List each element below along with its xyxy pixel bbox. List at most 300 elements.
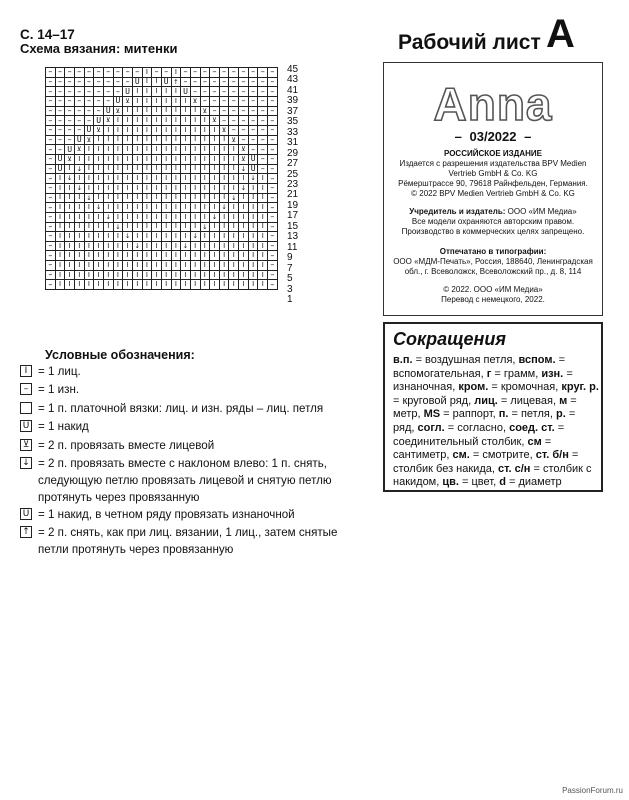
- chart-cell: I: [258, 184, 268, 194]
- chart-row: [46, 232, 278, 242]
- chart-cell: –: [56, 107, 66, 117]
- row-number: 3: [287, 283, 293, 295]
- chart-cell: I: [65, 203, 75, 213]
- chart-cell: I: [162, 242, 172, 252]
- chart-cell: I: [65, 194, 75, 204]
- chart-cell: –: [114, 87, 124, 97]
- chart-cell: I: [85, 280, 95, 290]
- chart-cell: I: [191, 126, 201, 136]
- chart-cell: –: [239, 116, 249, 126]
- chart-cell: I: [220, 232, 230, 242]
- chart-cell: I: [191, 280, 201, 290]
- chart-cell: ⊻: [201, 107, 211, 117]
- chart-cell: I: [152, 203, 162, 213]
- chart-row: [46, 145, 278, 155]
- chart-cell: I: [162, 87, 172, 97]
- chart-cell: ⊻: [210, 116, 220, 126]
- chart-cell: ↓: [239, 184, 249, 194]
- chart-cell: I: [201, 116, 211, 126]
- chart-cell: –: [65, 97, 75, 107]
- worksheet-letter: A: [546, 12, 575, 56]
- chart-cell: –: [258, 116, 268, 126]
- chart-cell: ↓: [75, 184, 85, 194]
- chart-cell: ⊻: [114, 107, 124, 117]
- chart-cell: I: [114, 203, 124, 213]
- chart-cell: I: [94, 194, 104, 204]
- chart-cell: I: [210, 203, 220, 213]
- chart-cell: I: [210, 261, 220, 271]
- chart-cell: I: [152, 280, 162, 290]
- chart-cell: ⊻: [239, 145, 249, 155]
- chart-cell: I: [181, 194, 191, 204]
- chart-cell: U: [56, 165, 66, 175]
- chart-cell: I: [152, 165, 162, 175]
- chart-cell: –: [268, 242, 278, 252]
- chart-cell: –: [46, 203, 56, 213]
- chart-cell: I: [220, 251, 230, 261]
- chart-cell: –: [94, 78, 104, 88]
- chart-cell: I: [229, 174, 239, 184]
- row-number: 13: [287, 231, 299, 243]
- chart-cell: I: [172, 271, 182, 281]
- chart-cell: I: [143, 261, 153, 271]
- row-number: 23: [287, 179, 299, 190]
- chart-cell: I: [85, 271, 95, 281]
- abbreviation-definition: = кромочная,: [491, 381, 562, 394]
- chart-cell: I: [181, 116, 191, 126]
- chart-cell: –: [181, 78, 191, 88]
- row-number: 29: [287, 147, 299, 159]
- chart-cell: –: [210, 68, 220, 78]
- chart-cell: I: [123, 145, 133, 155]
- chart-cell: ↓: [75, 165, 85, 175]
- chart-cell: I: [210, 165, 220, 175]
- chart-cell: –: [46, 145, 56, 155]
- chart-cell: I: [210, 271, 220, 281]
- chart-cell: I: [85, 251, 95, 261]
- chart-cell: –: [46, 213, 56, 223]
- chart-cell: I: [229, 242, 239, 252]
- chart-cell: I: [123, 271, 133, 281]
- chart-cell: I: [239, 232, 249, 242]
- chart-cell: I: [210, 232, 220, 242]
- chart-cell: ⊻: [229, 136, 239, 146]
- abbreviation-definition: = цвет,: [462, 476, 500, 489]
- chart-cell: I: [94, 271, 104, 281]
- chart-cell: I: [104, 271, 114, 281]
- chart-cell: –: [75, 68, 85, 78]
- chart-cell: I: [181, 203, 191, 213]
- chart-cell: I: [172, 223, 182, 233]
- chart-cell: –: [123, 68, 133, 78]
- chart-cell: I: [162, 136, 172, 146]
- chart-cell: –: [268, 280, 278, 290]
- chart-cell: I: [181, 271, 191, 281]
- chart-cell: I: [220, 242, 230, 252]
- abbreviation-term: MS: [423, 408, 444, 421]
- chart-cell: I: [181, 155, 191, 165]
- chart-cell: I: [123, 213, 133, 223]
- chart-cell: I: [239, 174, 249, 184]
- chart-cell: I: [152, 78, 162, 88]
- chart-cell: –: [268, 223, 278, 233]
- chart-cell: I: [133, 271, 143, 281]
- chart-cell: I: [123, 194, 133, 204]
- chart-cell: I: [75, 280, 85, 290]
- chart-cell: –: [249, 78, 259, 88]
- chart-cell: I: [94, 136, 104, 146]
- chart-cell: I: [239, 251, 249, 261]
- chart-cell: I: [220, 223, 230, 233]
- chart-cell: I: [85, 203, 95, 213]
- abbreviation-term: кром.: [458, 381, 492, 394]
- chart-cell: I: [239, 203, 249, 213]
- chart-cell: –: [210, 78, 220, 88]
- chart-cell: –: [56, 136, 66, 146]
- chart-row: [46, 184, 278, 194]
- chart-cell: I: [162, 97, 172, 107]
- legend-symbol-icon: I: [20, 365, 32, 377]
- legend-item: [20, 400, 365, 417]
- chart-cell: I: [133, 194, 143, 204]
- chart-cell: I: [172, 232, 182, 242]
- chart-cell: I: [229, 251, 239, 261]
- chart-cell: I: [181, 136, 191, 146]
- legend-item: [20, 437, 365, 454]
- chart-cell: I: [191, 223, 201, 233]
- chart-cell: I: [94, 184, 104, 194]
- license-line-1: Издается с разрешения издательства BPV Medien: [399, 159, 587, 168]
- page-reference: С. 14–17: [20, 27, 75, 42]
- magazine-info-box: [383, 62, 603, 316]
- worksheet-title: Рабочий лист: [398, 31, 541, 54]
- chart-cell: ↓: [114, 223, 124, 233]
- chart-cell: –: [268, 232, 278, 242]
- chart-cell: –: [75, 78, 85, 88]
- chart-cell: –: [56, 78, 66, 88]
- chart-cell: –: [229, 68, 239, 78]
- legend-item: [20, 418, 365, 435]
- chart-cell: –: [268, 107, 278, 117]
- chart-cell: I: [172, 242, 182, 252]
- chart-cell: –: [210, 87, 220, 97]
- chart-cell: I: [75, 242, 85, 252]
- chart-cell: ⊻: [220, 126, 230, 136]
- chart-cell: I: [220, 261, 230, 271]
- chart-cell: ⊻: [191, 97, 201, 107]
- chart-cell: –: [258, 107, 268, 117]
- chart-cell: I: [56, 184, 66, 194]
- chart-cell: I: [191, 271, 201, 281]
- chart-cell: I: [152, 242, 162, 252]
- chart-cell: U: [249, 165, 259, 175]
- chart-cell: I: [104, 126, 114, 136]
- chart-cell: I: [75, 271, 85, 281]
- chart-cell: I: [104, 203, 114, 213]
- chart-cell: I: [172, 116, 182, 126]
- chart-cell: I: [162, 194, 172, 204]
- chart-cell: –: [210, 107, 220, 117]
- chart-cell: I: [133, 203, 143, 213]
- chart-row: [46, 136, 278, 146]
- chart-cell: I: [133, 280, 143, 290]
- chart-cell: I: [201, 174, 211, 184]
- chart-cell: ↓: [191, 232, 201, 242]
- chart-cell: I: [181, 107, 191, 117]
- chart-cell: ⊻: [75, 145, 85, 155]
- chart-cell: I: [104, 242, 114, 252]
- chart-cell: I: [56, 232, 66, 242]
- chart-cell: –: [239, 78, 249, 88]
- abbreviation-term: р.: [555, 408, 569, 421]
- chart-cell: I: [85, 223, 95, 233]
- chart-cell: I: [229, 223, 239, 233]
- chart-cell: –: [268, 155, 278, 165]
- chart-cell: I: [201, 242, 211, 252]
- chart-cell: –: [65, 136, 75, 146]
- chart-cell: ⊻: [94, 126, 104, 136]
- chart-row: [46, 203, 278, 213]
- chart-cell: U: [249, 155, 259, 165]
- chart-cell: I: [249, 184, 259, 194]
- chart-cell: I: [239, 271, 249, 281]
- chart-cell: I: [181, 97, 191, 107]
- chart-cell: –: [268, 184, 278, 194]
- chart-cell: I: [143, 145, 153, 155]
- chart-cell: I: [162, 165, 172, 175]
- chart-cell: I: [56, 242, 66, 252]
- chart-cell: –: [220, 97, 230, 107]
- abbreviation-term: соед. ст.: [509, 421, 558, 434]
- chart-cell: –: [239, 97, 249, 107]
- chart-cell: I: [143, 174, 153, 184]
- chart-cell: I: [104, 145, 114, 155]
- chart-cell: I: [143, 280, 153, 290]
- chart-cell: –: [268, 145, 278, 155]
- chart-cell: I: [65, 223, 75, 233]
- chart-cell: I: [162, 107, 172, 117]
- chart-cell: –: [46, 155, 56, 165]
- chart-cell: –: [85, 116, 95, 126]
- chart-cell: I: [172, 213, 182, 223]
- chart-cell: –: [268, 136, 278, 146]
- chart-cell: I: [143, 213, 153, 223]
- abbreviation-definition: = воздушная петля,: [415, 354, 519, 366]
- chart-cell: I: [220, 213, 230, 223]
- chart-cell: I: [249, 232, 259, 242]
- chart-cell: –: [56, 145, 66, 155]
- chart-cell: U: [133, 78, 143, 88]
- chart-cell: I: [181, 232, 191, 242]
- chart-cell: –: [229, 87, 239, 97]
- chart-cell: –: [104, 87, 114, 97]
- chart-cell: I: [114, 155, 124, 165]
- chart-cell: I: [229, 271, 239, 281]
- chart-cell: I: [162, 280, 172, 290]
- chart-cell: I: [181, 126, 191, 136]
- chart-cell: I: [85, 242, 95, 252]
- license-line-2: Vertrieb GmbH & Co. KG: [448, 169, 538, 178]
- chart-cell: –: [46, 136, 56, 146]
- chart-cell: I: [85, 184, 95, 194]
- chart-cell: I: [94, 223, 104, 233]
- chart-cell: I: [123, 155, 133, 165]
- abbreviation-term: круг. р.: [561, 381, 599, 394]
- chart-cell: ↓: [249, 174, 259, 184]
- chart-cell: ↓: [94, 203, 104, 213]
- chart-cell: I: [249, 261, 259, 271]
- printer-line-1: ООО «МДМ-Печать», Россия, 188640, Ленинградская: [393, 257, 593, 266]
- chart-cell: I: [201, 261, 211, 271]
- chart-cell: I: [258, 271, 268, 281]
- chart-cell: I: [65, 280, 75, 290]
- chart-cell: I: [152, 107, 162, 117]
- chart-row: [46, 251, 278, 261]
- abbreviation-term: изн.: [541, 367, 567, 380]
- legend-item: [20, 363, 365, 380]
- chart-cell: I: [94, 232, 104, 242]
- chart-cell: I: [65, 232, 75, 242]
- chart-cell: –: [258, 97, 268, 107]
- chart-cell: I: [201, 251, 211, 261]
- chart-cell: I: [133, 213, 143, 223]
- chart-cell: ↓: [181, 242, 191, 252]
- legend-symbol-icon: [20, 402, 32, 414]
- row-number: 15: [287, 220, 299, 232]
- chart-cell: ↓: [201, 223, 211, 233]
- chart-cell: I: [75, 251, 85, 261]
- abbreviation-definition: = петля,: [511, 408, 556, 421]
- chart-cell: I: [123, 261, 133, 271]
- legend-text: = 2 п. провязать вместе лицевой: [38, 439, 215, 452]
- chart-cell: I: [65, 271, 75, 281]
- abbreviation-term: п.: [498, 408, 512, 421]
- legend-text: = 2 п. провязать вместе с наклоном влево: 1 п. снять, следующую петлю провязать лицевой и снятую петлю протянуть через провязанную: [38, 457, 332, 504]
- chart-cell: I: [94, 165, 104, 175]
- chart-cell: I: [191, 145, 201, 155]
- chart-cell: U: [65, 145, 75, 155]
- chart-cell: I: [133, 145, 143, 155]
- chart-cell: –: [201, 97, 211, 107]
- chart-cell: I: [229, 165, 239, 175]
- row-number: 21: [287, 189, 299, 201]
- abbreviation-definition: = круговой ряд,: [393, 394, 475, 407]
- chart-cell: I: [249, 242, 259, 252]
- printer-line-2: обл., г. Всеволожск, Всеволожский пр., д. 8, 114: [404, 267, 582, 276]
- chart-cell: I: [94, 174, 104, 184]
- chart-cell: I: [152, 271, 162, 281]
- chart-cell: ⊻: [104, 116, 114, 126]
- chart-cell: I: [56, 213, 66, 223]
- chart-cell: –: [220, 87, 230, 97]
- chart-cell: –: [268, 126, 278, 136]
- chart-cell: –: [46, 107, 56, 117]
- chart-cell: I: [172, 174, 182, 184]
- chart-cell: I: [249, 203, 259, 213]
- chart-cell: I: [258, 242, 268, 252]
- chart-cell: I: [220, 194, 230, 204]
- chart-cell: –: [75, 87, 85, 97]
- copyright-line-2: Перевод с немецкого, 2022.: [441, 295, 545, 304]
- chart-cell: I: [201, 203, 211, 213]
- chart-cell: I: [210, 174, 220, 184]
- chart-cell: I: [133, 251, 143, 261]
- chart-cell: I: [104, 155, 114, 165]
- printed-label: Отпечатано в типографии:: [439, 247, 547, 256]
- chart-cell: I: [229, 232, 239, 242]
- chart-cell: ↓: [133, 242, 143, 252]
- chart-cell: –: [268, 116, 278, 126]
- chart-cell: I: [181, 174, 191, 184]
- chart-cell: –: [191, 78, 201, 88]
- chart-cell: I: [181, 280, 191, 290]
- legend-symbol-icon: Ū: [20, 508, 32, 520]
- chart-cell: I: [65, 261, 75, 271]
- chart-cell: –: [201, 68, 211, 78]
- abbreviations-title: Сокращения: [393, 329, 506, 349]
- chart-cell: I: [162, 213, 172, 223]
- chart-cell: I: [162, 232, 172, 242]
- chart-cell: –: [133, 68, 143, 78]
- chart-cell: –: [249, 97, 259, 107]
- chart-cell: –: [46, 223, 56, 233]
- abbreviation-term: вспом.: [518, 354, 559, 366]
- chart-cell: I: [94, 242, 104, 252]
- chart-cell: –: [249, 87, 259, 97]
- chart-cell: –: [191, 68, 201, 78]
- chart-cell: I: [239, 280, 249, 290]
- chart-cell: U: [94, 116, 104, 126]
- abbreviation-term: цв.: [442, 476, 463, 489]
- chart-cell: –: [220, 68, 230, 78]
- chart-cell: –: [239, 107, 249, 117]
- chart-cell: I: [152, 116, 162, 126]
- chart-cell: I: [143, 242, 153, 252]
- chart-cell: I: [191, 251, 201, 261]
- chart-cell: I: [181, 165, 191, 175]
- chart-cell: I: [152, 87, 162, 97]
- chart-cell: I: [201, 136, 211, 146]
- chart-cell: I: [229, 203, 239, 213]
- chart-cell: I: [104, 136, 114, 146]
- chart-cell: –: [75, 107, 85, 117]
- chart-cell: I: [258, 232, 268, 242]
- chart-cell: I: [210, 145, 220, 155]
- chart-cell: –: [114, 68, 124, 78]
- chart-cell: –: [258, 68, 268, 78]
- chart-cell: I: [152, 97, 162, 107]
- chart-cell: –: [229, 116, 239, 126]
- chart-cell: I: [114, 136, 124, 146]
- chart-cell: U: [56, 155, 66, 165]
- chart-cell: I: [123, 107, 133, 117]
- issue-number: – 03/2022 –: [454, 129, 532, 144]
- chart-cell: –: [268, 251, 278, 261]
- copyright-line-1: © 2022. ООО «ИМ Медиа»: [443, 285, 543, 294]
- chart-cell: I: [239, 213, 249, 223]
- chart-cell: I: [104, 174, 114, 184]
- chart-cell: I: [133, 174, 143, 184]
- chart-cell: I: [94, 213, 104, 223]
- knitting-chart: [45, 67, 278, 290]
- chart-cell: I: [75, 203, 85, 213]
- legend-text: = 1 лиц.: [38, 365, 81, 378]
- abbreviation-definition: = лицевая,: [500, 394, 560, 407]
- abbreviation-term: в.п.: [393, 354, 416, 366]
- chart-cell: –: [181, 68, 191, 78]
- chart-cell: –: [162, 68, 172, 78]
- chart-cell: I: [143, 251, 153, 261]
